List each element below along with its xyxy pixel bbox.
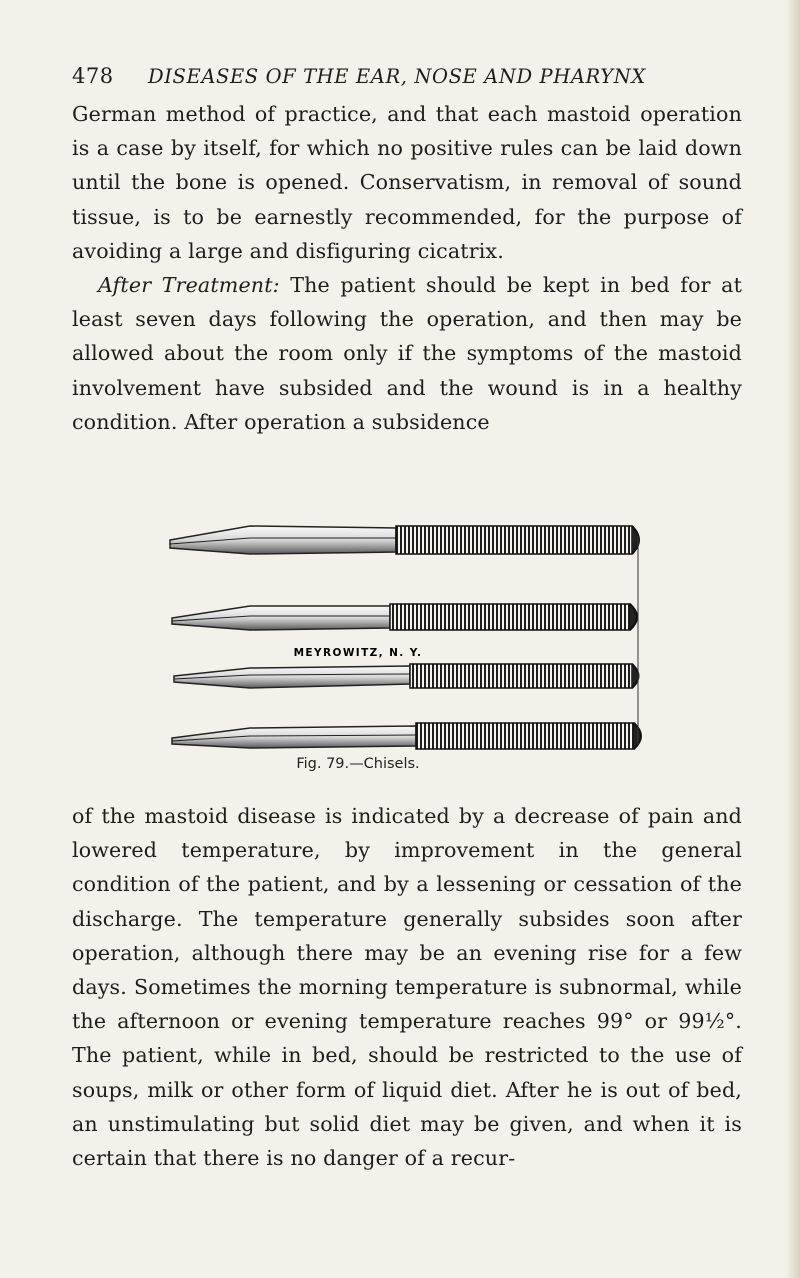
- chisel-3: [174, 664, 639, 688]
- body-text-bottom: [72, 799, 742, 1175]
- figure-caption: Fig. 79.—Chisels.: [296, 756, 420, 772]
- chisel-4: [172, 723, 641, 749]
- chisel-1: [170, 526, 639, 554]
- chisel-2: [172, 604, 637, 630]
- paragraph-lead-heading: After Treatment:: [98, 273, 280, 298]
- page-edge-shadow: [786, 0, 800, 1278]
- paragraph-continuation: of the mastoid disease is indicated by a decrease of pain and lowered temperature, by improvement in the general condition of the patient, and by a lessening or cessation of the discharge. The temperature generally subsides soon after operation, although there may be an evening rise for a few days. Sometimes the morning temperature is subnormal, while the afternoon or evening temperature reaches 99° or 99½°. The patient, while in bed, should be restricted to the use of soups, milk or other form of liquid diet. After he is out of bed, an unstimulating but solid diet may be given, and when it is certain that there is no danger of a recur-: [72, 804, 742, 1171]
- chisels-illustration: [160, 506, 660, 756]
- maker-label: MEYROWITZ, N. Y.: [293, 647, 423, 659]
- paragraph-after-treatment: [72, 268, 742, 439]
- figure-chisels: [160, 506, 660, 778]
- paragraph-continued: German method of practice, and that each mastoid operation is a case by itself, for which no positive rules can be laid down until the bone is opened. Conservatism, in removal of sound tissue, is to be earnestly recommended, for the purpose of avoiding a large and disfiguring cicatrix.: [72, 102, 742, 263]
- page-number: 478: [72, 64, 114, 88]
- paragraph-body: The patient should be kept in bed for at least seven days following the operation, and then may be allowed about the room only if the symptoms of the mastoid involvement have subsided and the wound is in a healthy condition. After operation a subsidence: [72, 273, 742, 434]
- running-head: DISEASES OF THE EAR, NOSE AND PHARYNX: [148, 65, 646, 88]
- body-text-top: [72, 97, 742, 439]
- page-header: [72, 64, 742, 94]
